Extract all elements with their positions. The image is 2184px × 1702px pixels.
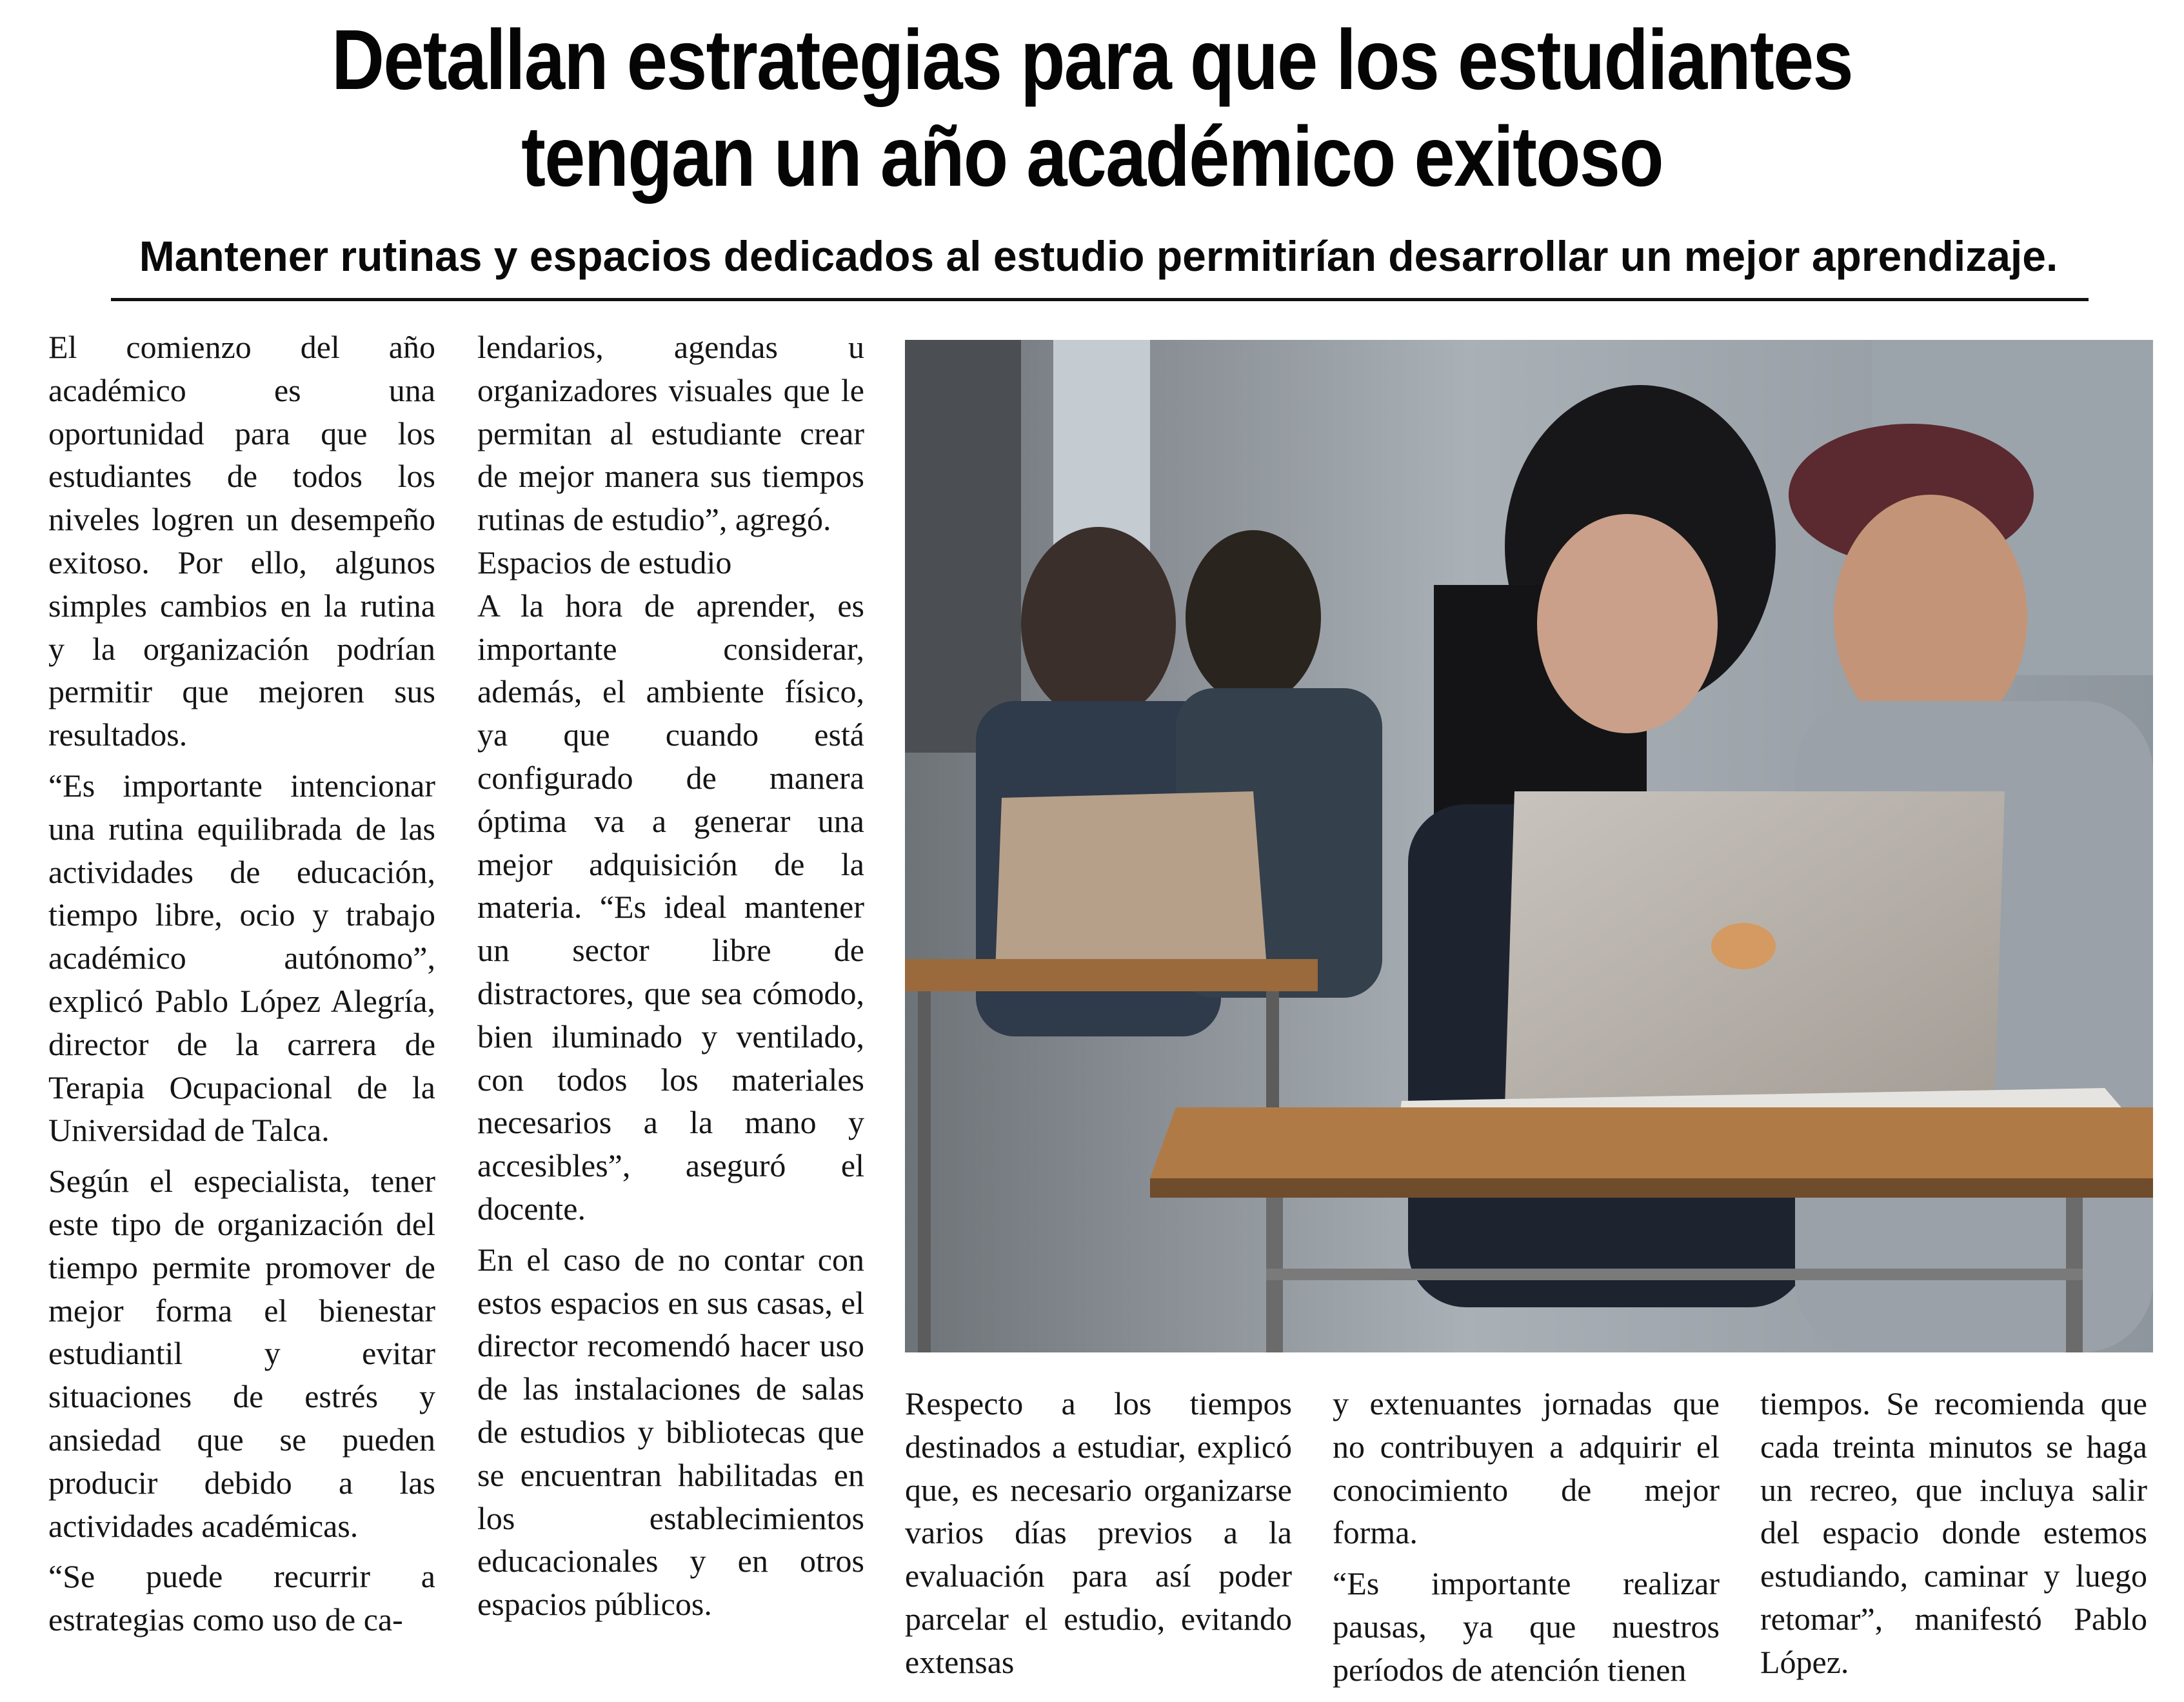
text-column-1 — [48, 326, 435, 1649]
paragraph: El comienzo del año académico es una oportunidad para que los estudiantes de todos los niveles logren un desempeño exitoso. Por ello, algunos simples cambios en la rutina y la organización podrían permitir que mejoren sus resultados. — [48, 329, 435, 753]
paragraph: A la hora de aprender, es importante considerar, además, el ambiente físico, ya que cuando está configurado de manera óptima va a generar una mejor adquisición de la materia. “Es ideal mantener un sector libre de distractores, que sea cómodo, bien iluminado y ventilado, con todos los materiales necesarios a la mano y accesibles”, aseguró el docente. — [477, 587, 864, 1227]
paragraph: “Es importante realizar pausas, ya que nuestros períodos de atención tienen — [1333, 1565, 1720, 1688]
paragraph: “Es importante intencionar una rutina equilibrada de las actividades de educación, tiempo libre, ocio y trabajo académico autónomo”, explicó Pablo López Alegría, director de la carrera de Terapia Ocupacional de la Universidad de Talca. — [48, 767, 435, 1149]
paragraph: tiempos. Se recomienda que cada treinta minutos se haga un recreo, que incluya salir del espacio donde estemos estudiando, caminar y luego retomar”, manifestó Pablo López. — [1760, 1385, 2147, 1680]
paragraph: Según el especialista, tener este tipo de organización del tiempo permite promover de mejor forma el bienestar estudiantil y evitar situaciones de estrés y ansiedad que se pueden producir debido a las actividades académicas. — [48, 1163, 435, 1544]
paragraph: lendarios, agendas u organizadores visuales que le permitan al estudiante crear de mejor manera sus tiempos rutinas de estudio”, agregó. — [477, 329, 864, 538]
section-subheading: Espacios de estudio — [477, 544, 732, 580]
subheadline: Mantener rutinas y espacios dedicados al estudio permitirían desarrollar un mejor aprendizaje. — [139, 232, 2058, 280]
text-column-2 — [477, 326, 864, 1634]
paragraph: y extenuantes jornadas que no contribuyen a adquirir el conocimiento de mejor forma. — [1333, 1385, 1720, 1551]
paragraph: Respecto a los tiempos destinados a estudiar, explicó que, es necesario organizarse varios días previos a la evaluación para así poder parcelar el estudio, evitando extensas — [905, 1385, 1292, 1680]
paragraph: En el caso de no contar con estos espacios en sus casas, el director recomendó hacer uso de las instalaciones de salas de estudios y bibliotecas que se encuentran habilitadas en los establecimientos educacionales y en otros espacios públicos. — [477, 1241, 864, 1623]
headline: Detallan estrategias para que los estudiantes tengan un año académico exitoso — [332, 12, 1852, 204]
paragraph: “Se puede recurrir a estrategias como uso de ca- — [48, 1558, 435, 1638]
article-photo — [905, 340, 2153, 1352]
text-column-5 — [1760, 1382, 2147, 1692]
text-column-3 — [905, 1382, 1292, 1692]
subheadline-rule — [111, 298, 2089, 301]
students-working-on-laptops-icon — [905, 340, 2153, 1352]
text-column-4 — [1333, 1382, 1720, 1699]
